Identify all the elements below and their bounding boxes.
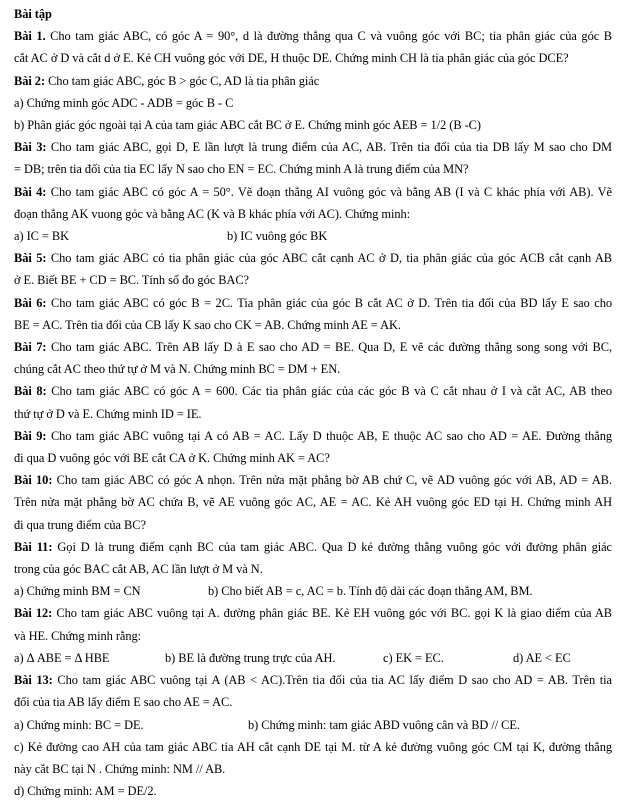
exercise-label: Bài 5: <box>14 251 47 266</box>
text-run: đối của tia AB lấy điểm E sao cho AE = AC. <box>14 695 233 710</box>
text-run: đoạn thẳng AK vuong góc và bằng AC (K và B khác phía với AC). Chứng minh: <box>14 206 411 221</box>
option-item: a) Chứng minh: BC = DE. <box>14 717 144 732</box>
text-run: đi qua D vuông góc với BE cắt CA ở K. Chứng minh AK = AC? <box>14 451 330 466</box>
text-run: trong của góc BAC cắt AB, AC lần lượt ở M và N. <box>14 562 263 577</box>
text-run: d) Chứng minh: AM = DE/2. <box>14 784 157 799</box>
exercise-line <box>14 669 612 691</box>
exercise-line <box>14 70 612 92</box>
exercise-label: Bài 7: <box>14 340 47 355</box>
exercise-line <box>14 92 612 114</box>
exercise-line <box>14 736 612 758</box>
option-item: c) EK = EC. <box>383 650 444 665</box>
options-row <box>14 647 612 669</box>
text-run: đi qua trung điểm của BC? <box>14 517 146 532</box>
exercise-line <box>14 114 612 136</box>
text-run: b) Phân giác góc ngoài tại A của tam giác ABC cắt BC ở E. Chứng minh góc AEB = 1/2 (B -C) <box>14 118 481 133</box>
options-row <box>14 714 612 736</box>
exercise-line <box>14 181 612 203</box>
text-run: Gọi D là trung điểm cạnh BC của tam giác ABC. Qua D kẻ đường thẳng vuông góc với đường phân giác <box>52 539 612 554</box>
exercise-line <box>14 25 612 47</box>
text-run: Cho tam giác ABC, có góc A = 90°, d là đường thẳng qua C và vuông góc với BC; tia phân giác của góc B <box>45 29 612 44</box>
text-run: cắt AC ở D và cắt d ở E. Kẻ CH vuông góc với DE, H thuộc DE. Chứng minh CH là tia phân giác của góc DCE? <box>14 51 569 66</box>
text-run: = DB; trên tia đối của tia EC lấy N sao cho EN = EC. Chứng minh A là trung điểm của MN? <box>14 162 469 177</box>
exercise-label: Bài 6: <box>14 295 47 310</box>
options-row <box>14 225 612 247</box>
exercise-line <box>14 758 612 780</box>
exercise-line <box>14 203 612 225</box>
text-run: Cho tam giác ABC, góc B > góc C, AD là tia phân giác <box>45 73 320 88</box>
text-run: và HE. Chứng minh rằng: <box>14 628 142 643</box>
exercise-line <box>14 425 612 447</box>
exercise-line <box>14 247 612 269</box>
exercise-line <box>14 136 612 158</box>
exercise-label: Bài 11: <box>14 539 53 554</box>
exercise-line <box>14 469 612 491</box>
text-run: Cho tam giác ABC. Trên AB lấy D à E sao cho AD = BE. Qua D, E vẽ các đường thẳng song song với BC, <box>46 340 612 355</box>
exercise-label: Bài 12: <box>14 606 53 621</box>
exercise-line <box>14 625 612 647</box>
text-run: a) Chứng minh góc ADC - ADB = góc B - C <box>14 95 234 110</box>
exercise-line <box>14 336 612 358</box>
exercise-label: Bài 1. <box>14 29 46 44</box>
document-body <box>14 25 612 802</box>
text-run: Cho tam giác ABC vuông tại A có AB = AC. Lấy D thuộc AB, E thuộc AC sao cho AD = AE. Đường thẳng <box>46 428 612 443</box>
text-run: Cho tam giác ABC có góc A nhọn. Trên nửa mặt phẳng bờ AB chứ C, vẽ AD vuông góc với AB, AD = AB. <box>52 473 612 488</box>
text-run: Cho tam giác ABC, gọi D, E lần lượt là trung điểm của AC, AB. Trên tia đối của tia DB lấy M sao cho DM <box>46 140 612 155</box>
option-item: b) Cho biết AB = c, AC = b. Tính độ dài các đoạn thẳng AM, BM. <box>208 584 533 599</box>
options-row <box>14 580 612 602</box>
option-item: a) IC = BK <box>14 229 70 244</box>
text-run: Cho tam giác ABC vuông tại A. đường phân giác BE. Kẻ EH vuông góc với BC. gọi K là giao điểm của AB <box>52 606 612 621</box>
exercise-label: Bài 4: <box>14 184 47 199</box>
text-run: Cho tam giác ABC có góc B = 2C. Tia phân giác của góc B cắt AC ở D. Trên tia đối của BD lấy E sao cho <box>46 295 612 310</box>
exercise-line <box>14 536 612 558</box>
exercise-line <box>14 314 612 336</box>
text-run: Cho tam giác ABC có tia phân giác của góc ABC cắt cạnh AC ở D, tia phân giác của góc ACB cắt cạnh AB <box>46 251 612 266</box>
exercise-line <box>14 158 612 180</box>
exercise-line <box>14 269 612 291</box>
exercise-label: Bài 3: <box>14 140 47 155</box>
text-run: Cho tam giác ABC có góc A = 600. Các tia phân giác của các góc B và C cắt nhau ở I và cắt AC, AB theo <box>46 384 612 399</box>
option-item: b) IC vuông góc BK <box>227 229 328 244</box>
exercise-line <box>14 47 612 69</box>
option-item: d) AE < EC <box>513 650 571 665</box>
exercise-label: Bài 8: <box>14 384 47 399</box>
option-item: a) Chứng minh BM = CN <box>14 584 141 599</box>
exercise-line <box>14 403 612 425</box>
text-run: Cho tam giác ABC vuông tại A (AB < AC).Trên tia đối của tia AC lấy điểm D sao cho AD = AB. Trên tia <box>52 673 612 688</box>
option-item: b) BE là đường trung trực của AH. <box>165 650 336 665</box>
exercise-label: Bài 2: <box>14 73 46 88</box>
exercise-label: Bài 9: <box>14 428 47 443</box>
text-run: BE = AC. Trên tia đối của CB lấy K sao cho CK = AB. Chứng minh AE = AK. <box>14 317 401 332</box>
text-run: Cho tam giác ABC có góc A = 50°. Vẽ đoạn thẳng AI vuông góc và bằng AB (I và C khác phía với AB). Vẽ <box>46 184 612 199</box>
exercise-line <box>14 491 612 513</box>
exercise-line <box>14 292 612 314</box>
exercise-line <box>14 514 612 536</box>
exercise-line <box>14 558 612 580</box>
exercise-line <box>14 780 612 802</box>
exercise-line <box>14 691 612 713</box>
option-item: b) Chứng minh: tam giác ABD vuông cân và BD // CE. <box>248 717 520 732</box>
page-title-line <box>14 3 612 25</box>
exercise-label: Bài 10: <box>14 473 53 488</box>
text-run: thứ tự ở D và E. Chứng minh ID = IE. <box>14 406 202 421</box>
exercise-line <box>14 602 612 624</box>
text-run: này cắt BC tại N . Chứng minh: NM // AB. <box>14 761 226 776</box>
option-item: a) Δ ABE = Δ HBE <box>14 650 110 665</box>
exercise-label: Bài 13: <box>14 673 53 688</box>
exercise-line <box>14 380 612 402</box>
text-run: Trên nửa mặt phẳng bờ AC chứa B, vẽ AE vuông góc AC, AE = AC. Kẻ AH vuông góc ED tại H. Chứng minh AH <box>14 495 612 510</box>
text-run: ở E. Biết BE + CD = BC. Tính số đo góc BAC? <box>14 273 249 288</box>
exercise-line <box>14 447 612 469</box>
text-run: chúng cắt AC theo thứ tự ở M và N. Chứng minh BC = DM + EN. <box>14 362 341 377</box>
exercise-line <box>14 358 612 380</box>
text-run: c) Kẻ đường cao AH của tam giác ABC tia AH cắt cạnh DE tại M. từ A kẻ đường vuông góc CM tại K, đường thẳng <box>14 739 612 754</box>
page-title: Bài tập <box>14 7 52 21</box>
